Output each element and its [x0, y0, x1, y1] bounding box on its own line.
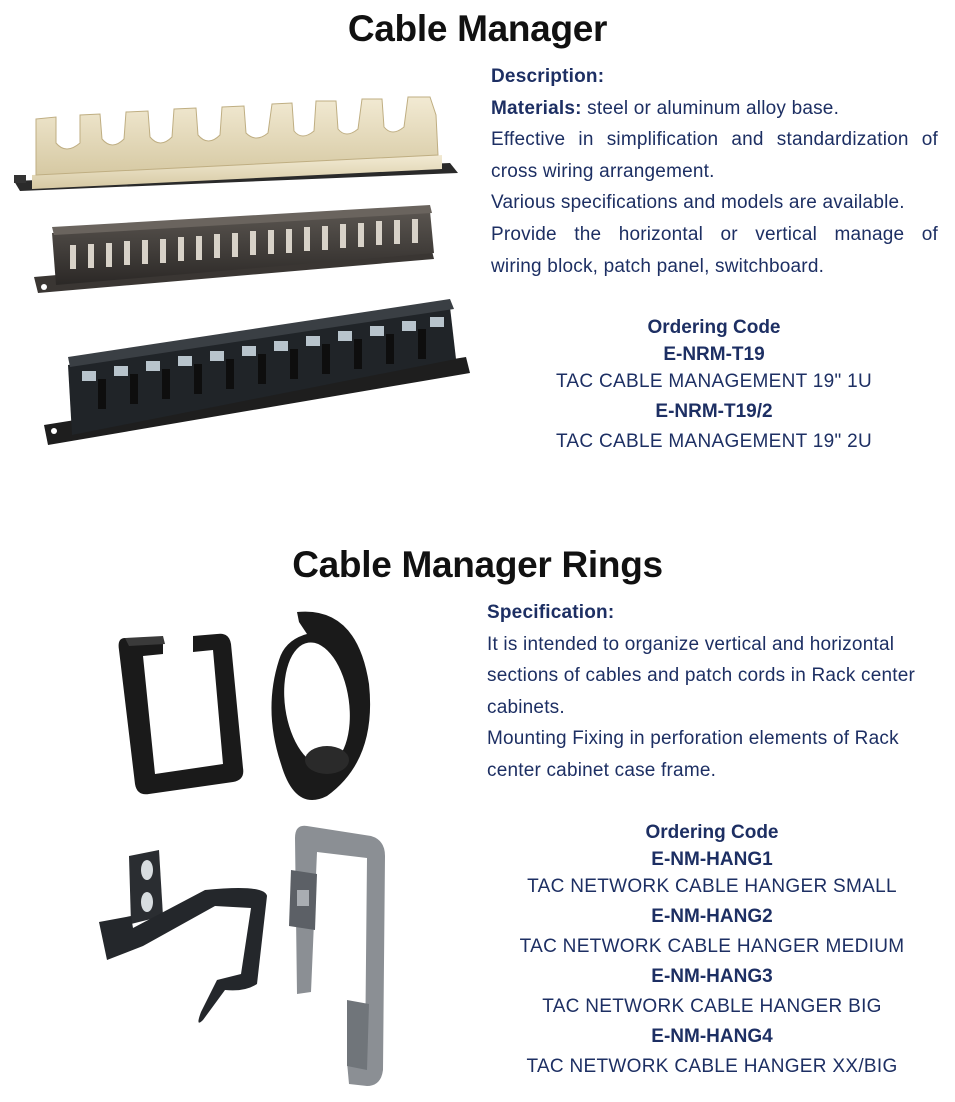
- description-line: Provide the horizontal or vertical manage of: [491, 223, 938, 245]
- materials-text: steel or aluminum alloy base.: [581, 97, 840, 119]
- oval-cable-ring: [271, 612, 370, 800]
- specification-line: sections of cables and patch cords in Rack center: [487, 665, 916, 687]
- description-line: wiring block, patch panel, switchboard.: [491, 255, 825, 277]
- ordering-code: E-NM-HANG3: [651, 966, 773, 987]
- bracket-cable-hanger: [99, 850, 267, 1023]
- product-name: TAC NETWORK CABLE HANGER XX/BIG: [526, 1056, 898, 1077]
- specification-line: It is intended to organize vertical and horizontal: [487, 633, 895, 655]
- materials-label: Materials:: [491, 97, 582, 119]
- ordering-code: E-NM-HANG1: [651, 849, 773, 870]
- specification-line: center cabinet case frame.: [487, 759, 717, 781]
- description-line: Effective in simplification and standardization of: [491, 129, 938, 151]
- cable-manager-ordering-block: [500, 315, 928, 456]
- description-line: Various specifications and models are available.: [491, 192, 905, 214]
- product-name: TAC NETWORK CABLE HANGER MEDIUM: [519, 936, 905, 957]
- ordering-code: E-NRM-T19: [663, 344, 765, 365]
- cable-manager-rings-ordering-block: [500, 820, 924, 1081]
- description-line: cross wiring arrangement.: [491, 160, 715, 182]
- ordering-code: E-NM-HANG2: [651, 906, 773, 927]
- product-name: TAC CABLE MANAGEMENT 19" 1U: [555, 371, 873, 392]
- cable-manager-description: [491, 61, 938, 282]
- product-name: TAC CABLE MANAGEMENT 19" 2U: [555, 431, 873, 452]
- product-name: TAC NETWORK CABLE HANGER SMALL: [527, 876, 897, 897]
- ordering-code: E-NRM-T19/2: [655, 401, 773, 422]
- beige-cable-manager: [14, 97, 458, 191]
- page-title-cable-manager: Cable Manager: [347, 8, 608, 49]
- ordering-code-heading: Ordering Code: [647, 317, 781, 338]
- cable-manager-rings-image: [85, 600, 405, 1095]
- dark-cable-manager-1u: [34, 205, 434, 293]
- ordering-code-heading: Ordering Code: [645, 822, 779, 843]
- product-name: TAC NETWORK CABLE HANGER BIG: [542, 996, 882, 1017]
- grey-cable-hanger: [289, 826, 385, 1086]
- description-heading: Description:: [491, 66, 605, 87]
- cable-manager-rings-specification: [487, 597, 937, 787]
- cable-manager-panels-image: [10, 95, 480, 470]
- specification-line: Mounting Fixing in perforation elements of Rack: [487, 728, 899, 750]
- square-cable-ring: [119, 634, 244, 795]
- specification-line: cabinets.: [487, 696, 565, 718]
- specification-heading: Specification:: [487, 602, 615, 623]
- ordering-code: E-NM-HANG4: [651, 1026, 773, 1047]
- page-title-cable-manager-rings: Cable Manager Rings: [292, 544, 663, 585]
- black-cable-manager-2u: [44, 299, 470, 445]
